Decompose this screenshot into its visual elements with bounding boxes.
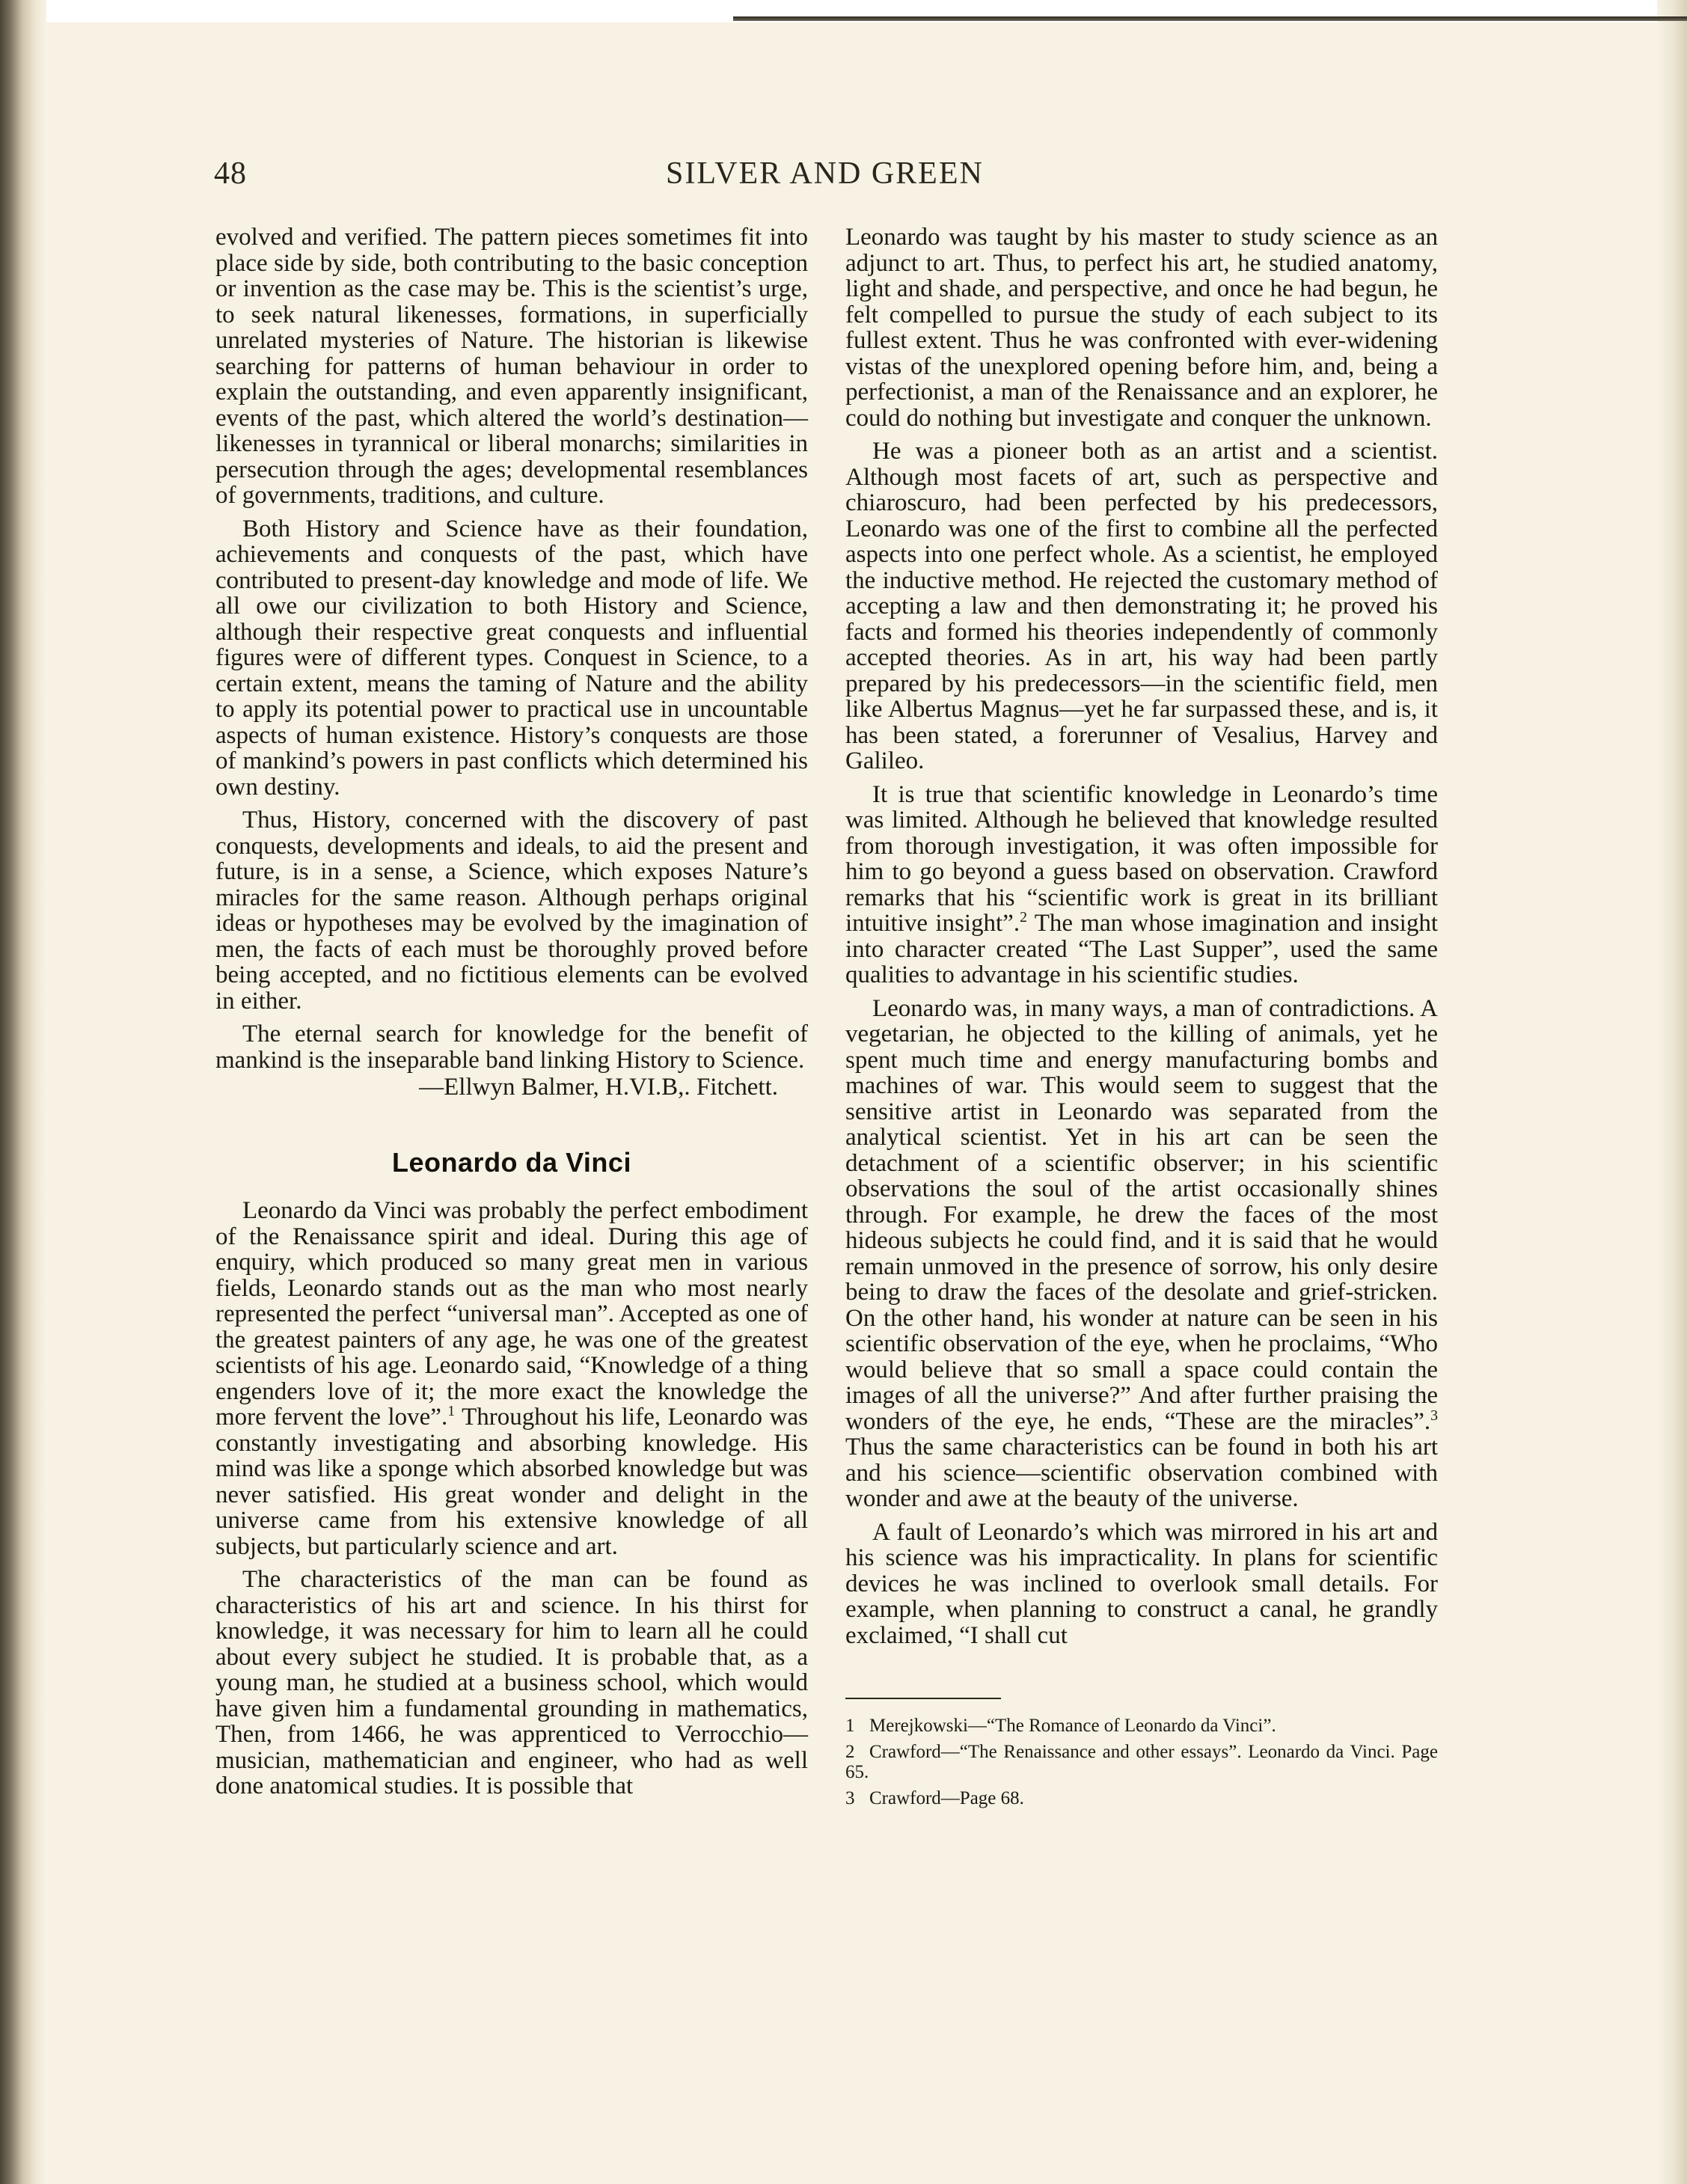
footnote-text: Crawford—“The Renaissance and other essays”. Leonardo da Vinci. Page 65. xyxy=(845,1742,1438,1782)
scan-top-line xyxy=(733,16,1687,21)
paragraph xyxy=(215,1567,808,1799)
footnote-text: Crawford—Page 68. xyxy=(869,1788,1024,1808)
section-heading: Leonardo da Vinci xyxy=(392,1146,631,1178)
paragraph xyxy=(845,782,1438,988)
paragraph xyxy=(845,1520,1438,1649)
paragraph-text: Leonardo da Vinci was probably the perfect embodiment of the Renaissance spirit and ideal. During this age of enquiry, which produced so many great men in various fields, Leonardo stands out as the man who most nearly represented the perfect “universal man”. Accepted as one of the greatest painters of any age, he was one of the greatest scientists of his age. Leonardo said, “Knowledge of a thing engenders love of it; the more exact the knowledge the more fervent the love”. xyxy=(215,1197,808,1431)
footnote xyxy=(845,1716,1438,1736)
paragraph: Both History and Science have as their foundation, achievements and conquests of the past, which have contributed to present-day knowledge and mode of life. We all owe our civilization to both History and Science, although their respective great conquests and influential figures were of different types. Conquest in Science, to a certain extent, means the taming of Nature and the ability to apply its potential power to practical use in uncountable aspects of human existence. History’s conquests are those of mankind’s powers in past conflicts which determined his own destiny. xyxy=(215,515,808,801)
scan-edge-right xyxy=(1657,0,1687,2184)
footnote-ref: 2 xyxy=(1020,909,1027,926)
paragraph-text: It is true that scientific knowledge in Leonardo’s time was limited. Although he believed that knowledge resulted from thorough investigation, it was often impossible for him to go beyond a guess based on observation. Crawford remarks that his “scientific work is great in its brilliant intuitive insight”. xyxy=(845,780,1438,937)
left-column xyxy=(215,224,808,1799)
page-number: 48 xyxy=(214,156,247,191)
footnote-number: 3 xyxy=(845,1788,855,1808)
footnote xyxy=(845,1742,1438,1782)
author-signature: —Ellwyn Balmer, H.VI.B,. Fitchett. xyxy=(419,1074,778,1101)
footnote-text: Merejkowski—“The Romance of Leonardo da Vinci”. xyxy=(869,1716,1276,1736)
paragraph-text: The characteristics of the man can be found as characteristics of his art and science. In his thirst for knowledge, it was necessary for him to learn all he could about every subject he studied. It is probable that, as a young man, he studied at a business school, which would have given him a fundamental grounding in mathematics, Then, from 1466, he was apprenticed to Verrocchio—musician, mathematician and engineer, who had as well done anatomical studies. It is possible that xyxy=(215,1566,808,1799)
paragraph: Thus, History, concerned with the discovery of past conquests, developments and ideals, to aid the present and future, is in a sense, a Science, which exposes Nature’s miracles for the same reason. Although perhaps original ideas or hypotheses may be evolved by the imagination of men, the facts of each must be thoroughly proved before being accepted, and no fictitious elements can be evolved in either. xyxy=(215,807,808,1015)
paragraph xyxy=(845,438,1438,774)
paragraph xyxy=(845,224,1438,431)
footnote-rule xyxy=(845,1698,1001,1699)
paragraph-text: Leonardo was taught by his master to study science as an adjunct to art. Thus, to perfect his art, he studied anatomy, light and shade, and perspective, and once he had begun, he felt compelled to pursue the study of each subject to its fullest extent. Thus he was confronted with ever-widening vistas of the unexplored opening before him, and, being a perfectionist, a man of the Renaissance and an explorer, he could do nothing but investigate and conquer the unknown. xyxy=(845,224,1438,432)
footnote-ref: 1 xyxy=(447,1403,456,1419)
footnotes xyxy=(845,1716,1438,1808)
footnote-number: 2 xyxy=(845,1742,855,1762)
running-title: SILVER AND GREEN xyxy=(666,156,984,191)
footnote-ref: 3 xyxy=(1430,1407,1438,1424)
footnote-number: 1 xyxy=(845,1716,855,1736)
paragraph: evolved and verified. The pattern pieces sometimes fit into place side by side, both contributing to the basic conception or invention as the case may be. This is the scientist’s urge, to seek natural likenesses, formations, in superficially unrelated mysteries of Nature. The historian is likewise searching for patterns of human behaviour in order to explain the outstanding, and even apparently insignificant, events of the past, which altered the world’s destination—likenesses in tyrannical or liberal monarchs; similarities in persecution through the ages; developmental resemblances of governments, traditions, and culture. xyxy=(215,224,808,509)
paragraph: The eternal search for knowledge for the benefit of mankind is the inseparable band linking History to Science. xyxy=(215,1021,808,1074)
paragraph xyxy=(215,1198,808,1559)
paragraph-text: He was a pioneer both as an artist and a scientist. Although most facets of art, such as perspective and chiaroscuro, had been perfected by his predecessors, Leonardo was one of the first to combine all the perfected aspects into one perfect whole. As a scientist, he employed the inductive method. He rejected the customary method of accepting a law and then demonstrating it; he proved his facts and formed his theories independently of commonly accepted theories. As in art, his way had been partly prepared by his predecessors—in the scientific field, men like Albertus Magnus—yet he far surpassed these, and is, it has been stated, a forerunner of Vesalius, Harvey and Galileo. xyxy=(845,438,1438,774)
paragraph xyxy=(845,996,1438,1512)
right-column xyxy=(845,224,1438,1814)
footnote xyxy=(845,1788,1438,1808)
paragraph-text: Throughout his life, Leonardo was constantly investigating and absorbing knowledge. His mind was like a sponge which absorbed knowledge but was never satisfied. His great wonder and delight in the universe came from his extensive knowledge of all subjects, but particularly science and art. xyxy=(215,1404,809,1560)
paragraph-text: Thus the same characteristics can be found in both his art and his science—scientific observation combined with wonder and awe at the beauty of the universe. xyxy=(845,1434,1438,1512)
paragraph-text: Leonardo was, in many ways, a man of contradictions. A vegetarian, he objected to the killing of animals, yet he spent much time and energy manufacturing bombs and machines of war. This would seem to suggest that the sensitive artist in Leonardo was separated from the analytical scientist. Yet in his art can be seen the detachment of a scientific observer; in his scientific observations the soul of the artist occasionally shines through. For example, he drew the faces of the most hideous subjects he could find, and it is said that he would remain unmoved in the presence of sorrow, his only desire being to draw the faces of the desolate and grief-stricken. On the other hand, his wonder at nature can be seen in his scientific observation of the eye, when he proclaims, “Who would believe that so small a space could contain the images of all the universe?” And after further praising the wonders of the eye, he ends, “These are the miracles”. xyxy=(845,994,1438,1435)
paragraph-text: The man whose imagination and insight into character created “The Last Supper”, used the same qualities to advantage in his scientific studies. xyxy=(845,910,1438,988)
paragraph-text: A fault of Leonardo’s which was mirrored in his art and his science was his impracticality. In plans for scientific devices he was inclined to overlook small details. For example, when planning to construct a canal, he grandly exclaimed, “I shall cut xyxy=(845,1518,1438,1649)
scan-edge-left xyxy=(0,0,46,2184)
